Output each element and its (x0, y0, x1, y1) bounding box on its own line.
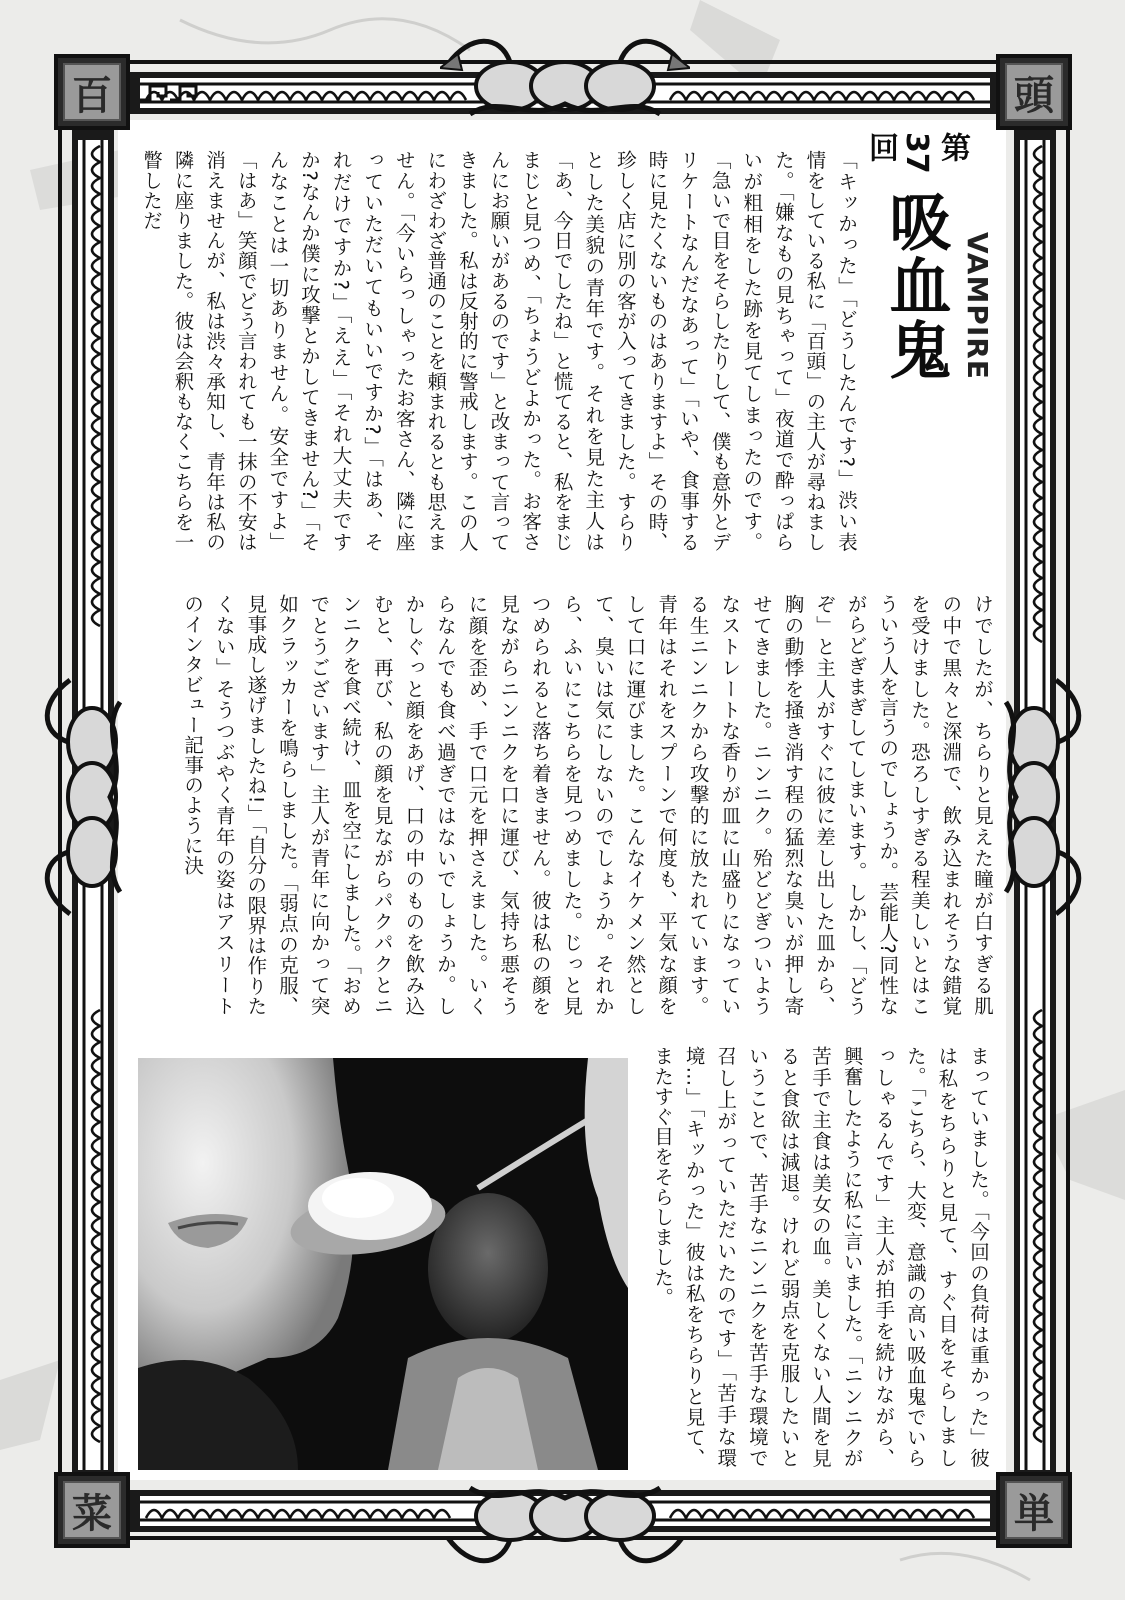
bottom-knot-ornament (440, 1476, 690, 1576)
episode-number: 第37回 (863, 132, 970, 174)
corner-glyph-bottom-right: 単 (1005, 1481, 1063, 1539)
body-text-middle: けでしたが、ちらりと見えた瞳が白すぎる肌の中で黒々と深淵で、飲み込まれそうな錯覚を受けました。恐ろしすぎる程美しいとはこういう人を言うのでしょうか。芸能人?同性ながらどぎまぎしてしまいます。しかし、「どうぞ」と主人がすぐに彼に差し出した皿から、胸の動悸を掻き消す程の猛烈な臭いが押し寄せてきました。ニンニク。殆どどぎついようなストレートな香りが皿に山盛りになっている生ニンニクから攻撃的に放たれています。青年はそれをスプーンで何度も、平気な顔をして口に運びました。こんなイケメン然として、臭いは気にしないのでしょうか。それから、ふいにこちらを見つめました。じっと見つめられると落ち着きません。彼は私の顔を見ながらニンニクを口に運び、気持ち悪そうに顔を歪め、手で口元を押さえました。いくらなんでも食べ過ぎではないでしょうか。しかしぐっと顔をあげ、口の中のものを飲み込むと、再び、私の顔を見ながらパクパクとニンニクを食べ続け、皿を空にしました。「おめでとうございます」主人が青年に向かって突如クラッカーを鳴らしました。「弱点の克服、見事成し遂げましたね!」「自分の限界は作りたくない」そうつぶやく青年の姿はアスリートのインタビュー記事のように決 (181, 594, 994, 1016)
top-knot-ornament (440, 24, 690, 124)
page-title: 吸血鬼 (879, 190, 952, 382)
corner-top-right (996, 54, 1072, 130)
corner-glyph-top-left: 百 (63, 63, 121, 121)
page-title-english: VAMPIRE (961, 232, 994, 380)
left-knot-ornament (30, 672, 130, 922)
garlic-spoon-photo (138, 1058, 628, 1470)
right-knot-ornament (996, 672, 1096, 922)
corner-glyph-bottom-left: 菜 (63, 1481, 121, 1539)
body-text-bottom: まっていました。「今回の負荷は重かった」彼は私をちらりと見て、すぐ目をそらしました。「こちら、大変、意識の高い吸血鬼でいらっしゃるんです」主人が拍手を続けながら、興奮したように私に言いました。「ニンニクが苦手で主食は美女の血。美しくない人間を見ると食欲は減退。けれど弱点を克服したいということで、苦手なニンニクを苦手な環境で召し上がっていただいたのです」「苦手な環境…」「キッかった」彼は私をちらりと見て、またすぐ目をそらしました。 (651, 1046, 990, 1468)
corner-glyph-top-right: 頭 (1005, 63, 1063, 121)
body-text-top: 「キッかった」「どうしたんです?」渋い表情をしている私に「百頭」の主人が尋ねました。「嫌なもの見ちゃって」夜道で酔っぱらいが粗相をした跡を見てしまったのです。「急いで目をそらしたりして、僕も意外とデリケートなんだなあって」「いや、食事する時に見たくないものはありますよ」その時、珍しく店に別の客が入ってきました。すらりとした美貌の青年です。それを見た主人は「あ、今日でしたね」と慌てると、私をまじまじと見つめ、「ちょうどよかった。お客さんにお願いがあるのです」と改まって言ってきました。私は反射的に警戒します。この人にわざわざ普通のことを頼まれるとも思えません。「今いらっしゃったお客さん、隣に座っていただいてもいいですか?」「はあ、それだけですか?」「ええ」「それ大丈夫ですか?なんか僕に攻撃とかしてきません?」「そんなことは一切ありません。安全ですよ」「はあ」笑顔でどう言われても一抹の不安は消えませんが、私は渋々承知し、青年は私の隣に座りました。彼は会釈もなくこちらを一瞥しただ (139, 150, 858, 552)
corner-top-left (54, 54, 130, 130)
corner-bottom-left (54, 1472, 130, 1548)
corner-bottom-right (996, 1472, 1072, 1548)
episode-title-block (863, 128, 996, 428)
